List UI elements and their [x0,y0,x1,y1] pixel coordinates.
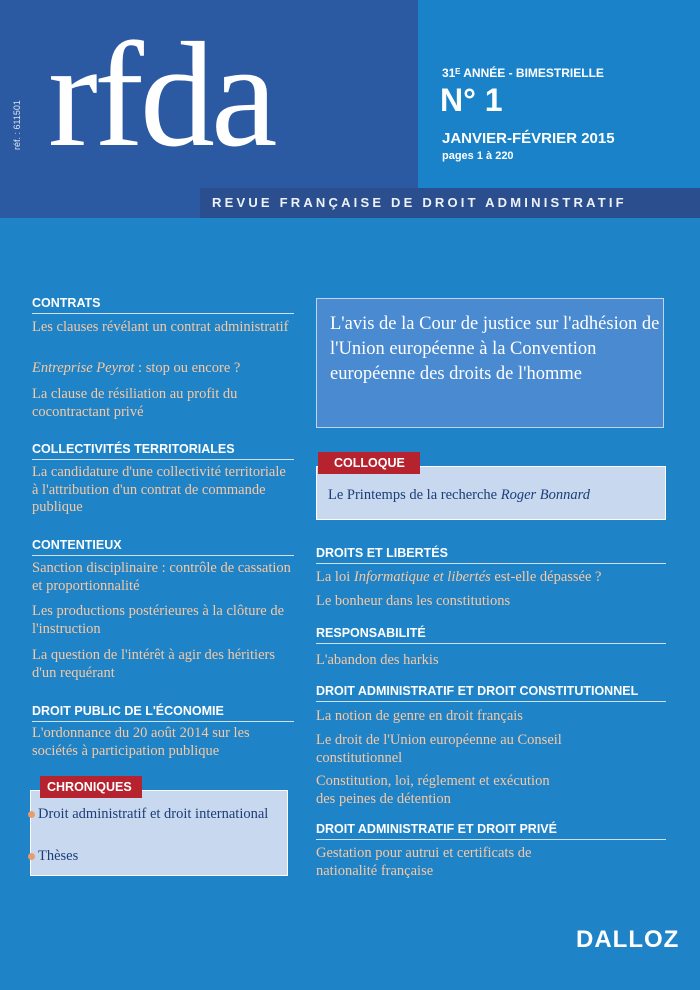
article-title: Le bonheur dans les constitutions [316,593,511,609]
article-title: La loi Informatique et libertés est-elle dépassée ? [316,569,602,585]
chronique-item: Droit administratif et droit international [38,806,278,823]
divider [316,701,666,702]
divider [32,459,294,460]
feature-title: L'avis de la Cour de justice sur l'adhésion de l'Union européenne à la Convention européenne des droits de l'homme [330,314,660,384]
year-frequency: 31ᴱ ANNÉE - BIMESTRIELLE [442,66,604,80]
bullet-icon [28,811,35,818]
article-title: Les clauses révélant un contrat administratif [32,319,289,335]
article-title: Entreprise Peyrot : stop ou encore ? [32,360,241,376]
section-heading-droit-prive: DROIT ADMINISTRATIF ET DROIT PRIVÉ [316,822,557,836]
section-heading-contrats: CONTRATS [32,296,101,310]
article-title: Les productions postérieures à la clôture de l'instruction [32,603,285,637]
issue-number: N° 1 [440,82,503,118]
reference-number: réf. : 611501 [12,100,22,150]
article-title: La candidature d'une collectivité territoriale à l'attribution d'un contrat de commande publique [32,464,286,515]
bullet-icon [28,853,35,860]
article-title: L'abandon des harkis [316,652,439,668]
article-title: La clause de résiliation au profit du cocontractant privé [32,386,238,420]
issue-date: JANVIER-FÉVRIER 2015 [442,130,615,147]
section-heading-contentieux: CONTENTIEUX [32,538,122,552]
section-heading-droits-libertes: DROITS ET LIBERTÉS [316,546,448,560]
colloque-label: COLLOQUE [334,456,405,470]
article-title: L'ordonnance du 20 août 2014 sur les sociétés à participation publique [32,725,250,759]
publisher-logo: DALLOZ [576,926,680,953]
article-title: Sanction disciplinaire : contrôle de cassation et proportionnalité [32,560,291,594]
article-title: Le droit de l'Union européenne au Conseil constitutionnel [316,732,562,766]
divider [316,839,666,840]
section-heading-droit-constitutionnel: DROIT ADMINISTRATIF ET DROIT CONSTITUTIONNEL [316,684,639,698]
article-title: La question de l'intérêt à agir des héritiers d'un requérant [32,647,275,681]
divider [32,555,294,556]
section-heading-collectivites: COLLECTIVITÉS TERRITORIALES [32,442,235,456]
article-title: La notion de genre en droit français [316,708,523,724]
chroniques-label: CHRONIQUES [47,780,132,794]
page-range: pages 1 à 220 [442,150,514,162]
divider [32,313,294,314]
journal-subtitle: REVUE FRANÇAISE DE DROIT ADMINISTRATIF [212,195,627,210]
colloque-title: Le Printemps de la recherche Roger Bonnard [328,487,590,503]
divider [316,643,666,644]
article-title: Gestation pour autrui et certificats de nationalité française [316,845,532,879]
divider [32,721,294,722]
journal-logo: rfda [48,12,274,178]
article-title: Constitution, loi, réglement et exécution des peines de détention [316,773,550,807]
chronique-item: Thèses [38,848,278,865]
divider [316,563,666,564]
section-heading-droit-public: DROIT PUBLIC DE L'ÉCONOMIE [32,704,224,718]
section-heading-responsabilite: RESPONSABILITÉ [316,626,426,640]
